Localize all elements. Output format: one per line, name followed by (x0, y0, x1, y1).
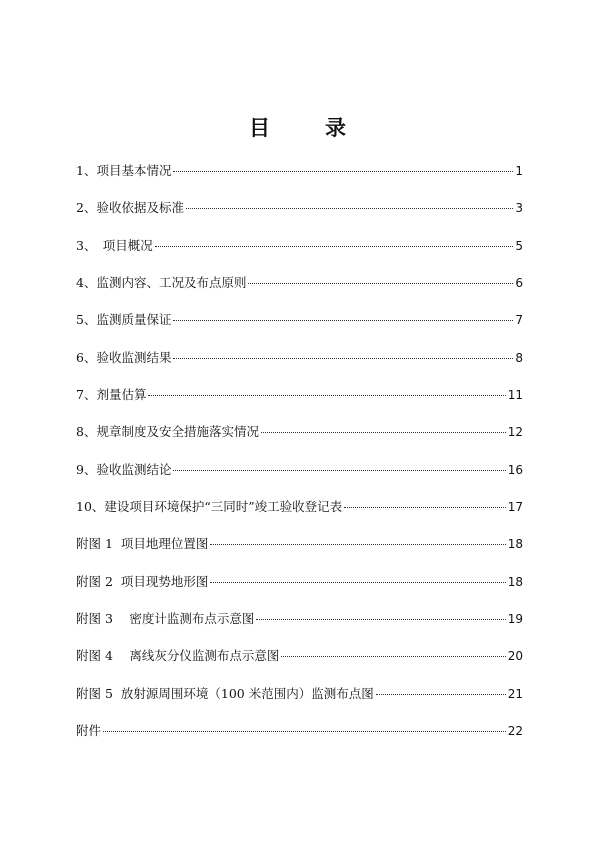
toc-entry-page: 18 (507, 537, 523, 552)
dot-leader (344, 507, 506, 508)
dot-leader (155, 246, 514, 247)
toc-entry[interactable] (76, 197, 523, 234)
toc-entry-page: 3 (515, 201, 523, 216)
toc-entry-page: 16 (507, 462, 523, 477)
toc-entry[interactable] (76, 683, 523, 720)
toc-entry-label: 10、建设项目环境保护“三同时”竣工验收登记表 (76, 499, 343, 515)
dot-leader (186, 208, 513, 209)
dot-leader (173, 470, 505, 471)
dot-leader (173, 320, 513, 321)
toc-entry[interactable] (76, 608, 523, 645)
toc-entry-label: 附图 2 项目现势地形图 (76, 573, 209, 589)
toc-entry-label: 6、验收监测结果 (76, 349, 172, 365)
toc-entry[interactable] (76, 309, 523, 346)
toc-entry-page: 19 (507, 612, 523, 627)
toc-entry-page: 21 (507, 686, 523, 701)
dot-leader (281, 656, 505, 657)
toc-entry-page: 12 (507, 425, 523, 440)
toc-entry-label: 附图 3 密度计监测布点示意图 (76, 611, 255, 627)
toc-entry-label: 4、监测内容、工况及布点原则 (76, 275, 247, 291)
dot-leader (376, 694, 506, 695)
table-of-contents (76, 160, 523, 758)
toc-entry-page: 8 (515, 350, 523, 365)
toc-entry-label: 7、剂量估算 (76, 387, 147, 403)
toc-entry-page: 6 (515, 276, 523, 291)
toc-entry-label: 1、项目基本情况 (76, 163, 172, 178)
toc-entry-label: 9、验收监测结论 (76, 461, 172, 477)
toc-entry[interactable] (76, 571, 523, 608)
toc-entry[interactable] (76, 496, 523, 533)
dot-leader (256, 619, 505, 620)
toc-entry-page: 20 (507, 649, 523, 664)
toc-entry-label: 5、监测质量保证 (76, 312, 172, 328)
toc-entry[interactable] (76, 645, 523, 682)
toc-entry[interactable] (76, 272, 523, 309)
toc-entry[interactable] (76, 720, 523, 757)
toc-entry[interactable] (76, 347, 523, 384)
toc-entry-label: 附图 4 离线灰分仪监测布点示意图 (76, 648, 280, 664)
dot-leader (173, 358, 513, 359)
dot-leader (248, 283, 513, 284)
toc-entry-page: 22 (507, 724, 523, 739)
toc-entry-page: 1 (515, 164, 523, 178)
toc-entry[interactable] (76, 235, 523, 272)
dot-leader (210, 544, 505, 545)
dot-leader (148, 395, 505, 396)
toc-entry[interactable] (76, 384, 523, 421)
toc-entry-page: 11 (507, 388, 523, 403)
toc-entry-page: 7 (515, 313, 523, 328)
toc-entry[interactable] (76, 160, 523, 197)
dot-leader (210, 582, 505, 583)
toc-entry-label: 3、 项目概况 (76, 237, 153, 253)
dot-leader (103, 731, 506, 732)
toc-entry[interactable] (76, 533, 523, 570)
toc-entry[interactable] (76, 459, 523, 496)
toc-entry-label: 附件 (76, 723, 102, 739)
toc-entry[interactable] (76, 421, 523, 458)
toc-entry-label: 附图 1 项目地理位置图 (76, 536, 209, 552)
toc-entry-page: 18 (507, 574, 523, 589)
toc-entry-label: 附图 5 放射源周围环境（100 米范围内）监测布点图 (76, 685, 374, 701)
toc-title: 目 录 (249, 116, 363, 140)
dot-leader (261, 432, 506, 433)
toc-entry-label: 2、验收依据及标准 (76, 200, 184, 216)
toc-entry-label: 8、规章制度及安全措施落实情况 (76, 424, 259, 440)
toc-entry-page: 17 (507, 500, 523, 515)
toc-entry-page: 5 (515, 238, 523, 253)
dot-leader (173, 171, 513, 172)
